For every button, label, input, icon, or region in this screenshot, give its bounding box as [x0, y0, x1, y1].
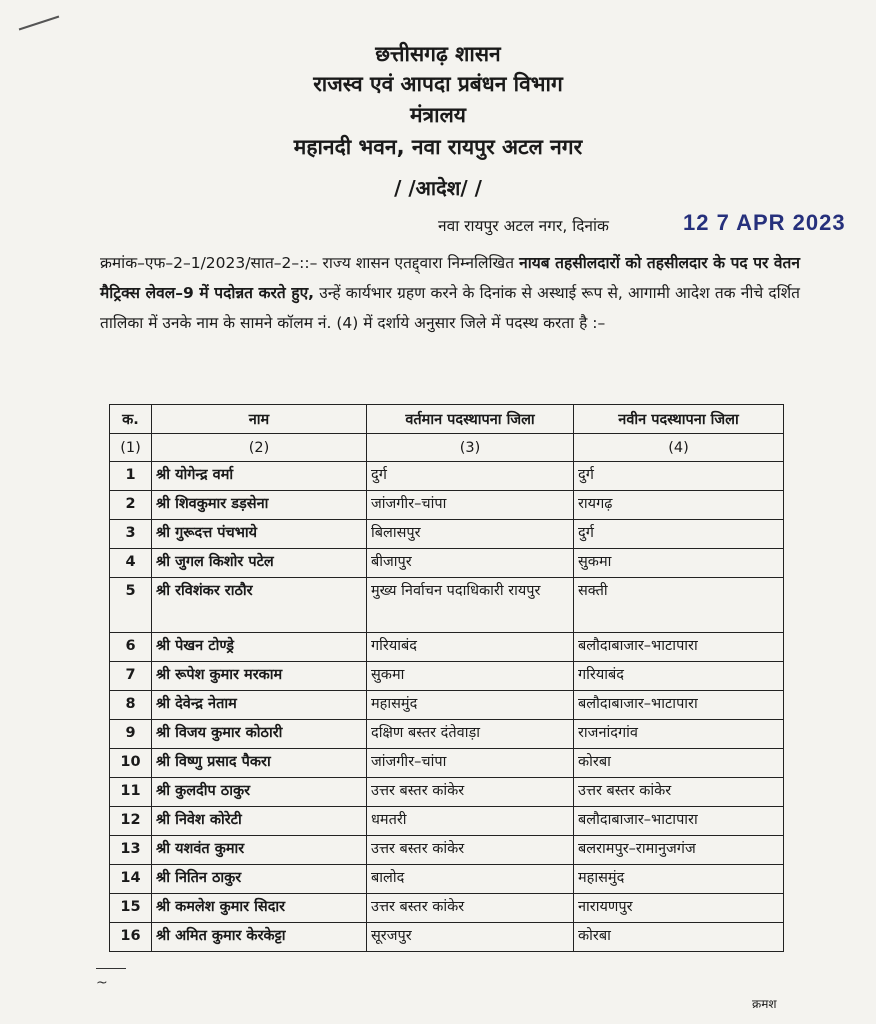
- row-sn: 1: [110, 462, 152, 491]
- row-current-district: सुकमा: [367, 662, 574, 691]
- order-bold-text: नायब तहसीलदारों को तहसीलदार के पद पर वेतन मैट्रिक्स लेवल–9 में पदोन्नत करते हुए,: [100, 254, 800, 302]
- row-current-district: बीजापुर: [367, 549, 574, 578]
- table-row: [110, 491, 784, 520]
- row-sn: 15: [110, 894, 152, 923]
- row-new-district: गरियाबंद: [574, 662, 784, 691]
- table-row: [110, 865, 784, 894]
- row-sn: 16: [110, 923, 152, 952]
- row-name: श्री जुगल किशोर पटेल: [152, 549, 367, 578]
- order-intro: राज्य शासन एतद्द्वारा निम्नलिखित: [322, 254, 515, 272]
- row-current-district: सूरजपुर: [367, 923, 574, 952]
- row-current-district: दुर्ग: [367, 462, 574, 491]
- place-date-label: नवा रायपुर अटल नगर, दिनांक: [438, 217, 609, 235]
- row-current-district: उत्तर बस्तर कांकेर: [367, 836, 574, 865]
- row-name: श्री शिवकुमार डड़सेना: [152, 491, 367, 520]
- row-current-district: जांजगीर–चांपा: [367, 491, 574, 520]
- order-reference: क्रमांक–एफ–2–1/2023/सात–2–::–: [100, 254, 318, 272]
- row-new-district: बलौदाबाजार–भाटापारा: [574, 807, 784, 836]
- table-row: [110, 836, 784, 865]
- row-current-district: जांजगीर–चांपा: [367, 749, 574, 778]
- row-new-district: महासमुंद: [574, 865, 784, 894]
- row-current-district: दक्षिण बस्तर दंतेवाड़ा: [367, 720, 574, 749]
- table-row: [110, 520, 784, 549]
- table-row: [110, 923, 784, 952]
- row-sn: 10: [110, 749, 152, 778]
- table-row: [110, 549, 784, 578]
- colnum-3: (3): [367, 434, 574, 462]
- header-current-district: वर्तमान पदस्थापना जिला: [367, 405, 574, 434]
- row-name: श्री पेखन टोण्ड्रे: [152, 633, 367, 662]
- row-sn: 8: [110, 691, 152, 720]
- row-sn: 2: [110, 491, 152, 520]
- row-new-district: रायगढ़: [574, 491, 784, 520]
- row-current-district: धमतरी: [367, 807, 574, 836]
- row-name: श्री विजय कुमार कोठारी: [152, 720, 367, 749]
- colnum-4: (4): [574, 434, 784, 462]
- row-current-district: गरियाबंद: [367, 633, 574, 662]
- row-name: श्री निवेश कोरेटी: [152, 807, 367, 836]
- row-sn: 9: [110, 720, 152, 749]
- row-name: श्री कुलदीप ठाकुर: [152, 778, 367, 807]
- row-sn: 11: [110, 778, 152, 807]
- header-name: नाम: [152, 405, 367, 434]
- row-new-district: दुर्ग: [574, 462, 784, 491]
- table-row: [110, 778, 784, 807]
- signature-underline: [96, 968, 126, 969]
- order-title: / /आदेश/ /: [394, 176, 482, 200]
- date-stamp: 12 7 APR 2023: [683, 210, 846, 235]
- table-row: [110, 462, 784, 491]
- table-body: [110, 462, 784, 952]
- govt-name: छत्तीसगढ़ शासन: [375, 42, 501, 66]
- office-address: महानदी भवन, नवा रायपुर अटल नगर: [293, 135, 583, 159]
- colnum-1: (1): [110, 434, 152, 462]
- table-colnum-row: [110, 434, 784, 462]
- row-sn: 5: [110, 578, 152, 633]
- row-current-district: बिलासपुर: [367, 520, 574, 549]
- table-row: [110, 691, 784, 720]
- row-name: श्री देवेन्द्र नेताम: [152, 691, 367, 720]
- row-current-district: उत्तर बस्तर कांकेर: [367, 894, 574, 923]
- row-current-district: महासमुंद: [367, 691, 574, 720]
- table-row: [110, 662, 784, 691]
- row-sn: 3: [110, 520, 152, 549]
- row-new-district: बलरामपुर–रामानुजगंज: [574, 836, 784, 865]
- row-new-district: कोरबा: [574, 749, 784, 778]
- table-row: [110, 720, 784, 749]
- row-name: श्री विष्णु प्रसाद पैकरा: [152, 749, 367, 778]
- ministry-name: मंत्रालय: [409, 103, 466, 127]
- row-current-district: उत्तर बस्तर कांकेर: [367, 778, 574, 807]
- row-sn: 13: [110, 836, 152, 865]
- row-sn: 7: [110, 662, 152, 691]
- order-rest-text: उन्हें कार्यभार ग्रहण करने के दिनांक से अस्थाई रूप से, आगामी आदेश तक नीचे दर्शित तालिका में उनके नाम के सामने कॉलम नं. (4) में दर्शाये अनुसार जिले में पदस्थ करता है :–: [100, 284, 801, 332]
- table-row: [110, 894, 784, 923]
- table-row: [110, 749, 784, 778]
- header-new-district: नवीन पदस्थापना जिला: [574, 405, 784, 434]
- table-row: [110, 807, 784, 836]
- row-sn: 4: [110, 549, 152, 578]
- row-new-district: दुर्ग: [574, 520, 784, 549]
- row-name: श्री योगेन्द्र वर्मा: [152, 462, 367, 491]
- table-header-row: [110, 405, 784, 434]
- row-new-district: नारायणपुर: [574, 894, 784, 923]
- row-new-district: सक्ती: [574, 578, 784, 633]
- row-name: श्री अमित कुमार केरकेट्टा: [152, 923, 367, 952]
- header-sn: क.: [110, 405, 152, 434]
- posting-table-wrapper: [109, 404, 783, 952]
- row-name: श्री नितिन ठाकुर: [152, 865, 367, 894]
- row-sn: 14: [110, 865, 152, 894]
- posting-table: [109, 404, 784, 952]
- row-sn: 12: [110, 807, 152, 836]
- table-row: [110, 633, 784, 662]
- row-name: श्री रविशंकर राठौर: [152, 578, 367, 633]
- row-new-district: राजनांदगांव: [574, 720, 784, 749]
- department-name: राजस्व एवं आपदा प्रबंधन विभाग: [313, 72, 563, 96]
- colnum-2: (2): [152, 434, 367, 462]
- row-current-district: बालोद: [367, 865, 574, 894]
- row-name: श्री गुरूदत्त पंचभाये: [152, 520, 367, 549]
- row-current-district: मुख्य निर्वाचन पदाधिकारी रायपुर: [367, 578, 574, 633]
- row-name: श्री यशवंत कुमार: [152, 836, 367, 865]
- row-new-district: उत्तर बस्तर कांकेर: [574, 778, 784, 807]
- row-sn: 6: [110, 633, 152, 662]
- row-new-district: सुकमा: [574, 549, 784, 578]
- row-new-district: बलौदाबाजार–भाटापारा: [574, 691, 784, 720]
- pen-mark: [19, 16, 60, 31]
- continued-label: क्रमश: [752, 997, 777, 1011]
- initials-mark: ~: [96, 975, 108, 991]
- order-paragraph: [100, 248, 800, 338]
- row-new-district: कोरबा: [574, 923, 784, 952]
- row-name: श्री रूपेश कुमार मरकाम: [152, 662, 367, 691]
- row-new-district: बलौदाबाजार–भाटापारा: [574, 633, 784, 662]
- table-row: [110, 578, 784, 633]
- row-name: श्री कमलेश कुमार सिदार: [152, 894, 367, 923]
